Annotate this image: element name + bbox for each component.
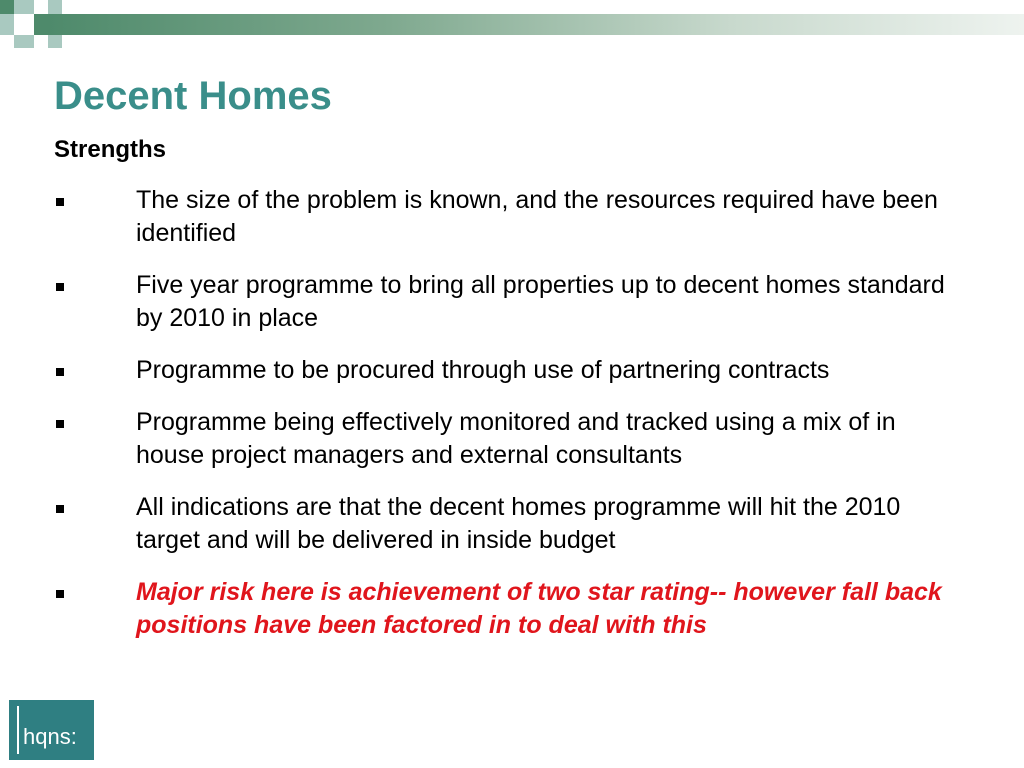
decorative-square [0, 0, 14, 14]
bullet-item [54, 491, 954, 557]
bullet-text: Five year programme to bring all properties up to decent homes standard by 2010 in place [136, 271, 945, 332]
square-bullet-icon [56, 505, 64, 513]
bullet-item [54, 184, 954, 250]
decorative-square [48, 0, 62, 14]
bullet-item [54, 406, 954, 472]
bullet-item [54, 354, 954, 387]
bullet-list [54, 184, 954, 661]
bullet-text: The size of the problem is known, and the resources required have been identified [136, 186, 938, 247]
hqns-logo [9, 700, 94, 760]
square-bullet-icon [56, 368, 64, 376]
decorative-square [0, 14, 14, 35]
risk-bullet-text: Major risk here is achievement of two star rating-- however fall back positions have been factored in to deal with this [136, 578, 942, 639]
square-bullet-icon [56, 283, 64, 291]
header-gradient-band [48, 14, 1024, 35]
header-decoration [0, 0, 1024, 48]
bullet-text: All indications are that the decent homes programme will hit the 2010 target and will be delivered in inside budget [136, 493, 901, 554]
bullet-text: Programme to be procured through use of partnering contracts [136, 356, 830, 384]
square-bullet-icon [56, 198, 64, 206]
risk-bullet-item [54, 576, 954, 642]
decorative-square [14, 35, 34, 48]
square-bullet-icon [56, 590, 64, 598]
bullet-text: Programme being effectively monitored and tracked using a mix of in house project managers and external consultants [136, 408, 896, 469]
square-bullet-icon [56, 420, 64, 428]
decorative-square [34, 14, 48, 35]
strengths-heading: Strengths [54, 136, 167, 163]
logo-text: hqns: [23, 724, 77, 749]
logo-bar [17, 706, 19, 754]
decorative-square [14, 14, 34, 35]
slide-title: Decent Homes [54, 74, 332, 118]
decorative-square [48, 35, 62, 48]
decorative-square [14, 0, 34, 14]
bullet-item [54, 269, 954, 335]
